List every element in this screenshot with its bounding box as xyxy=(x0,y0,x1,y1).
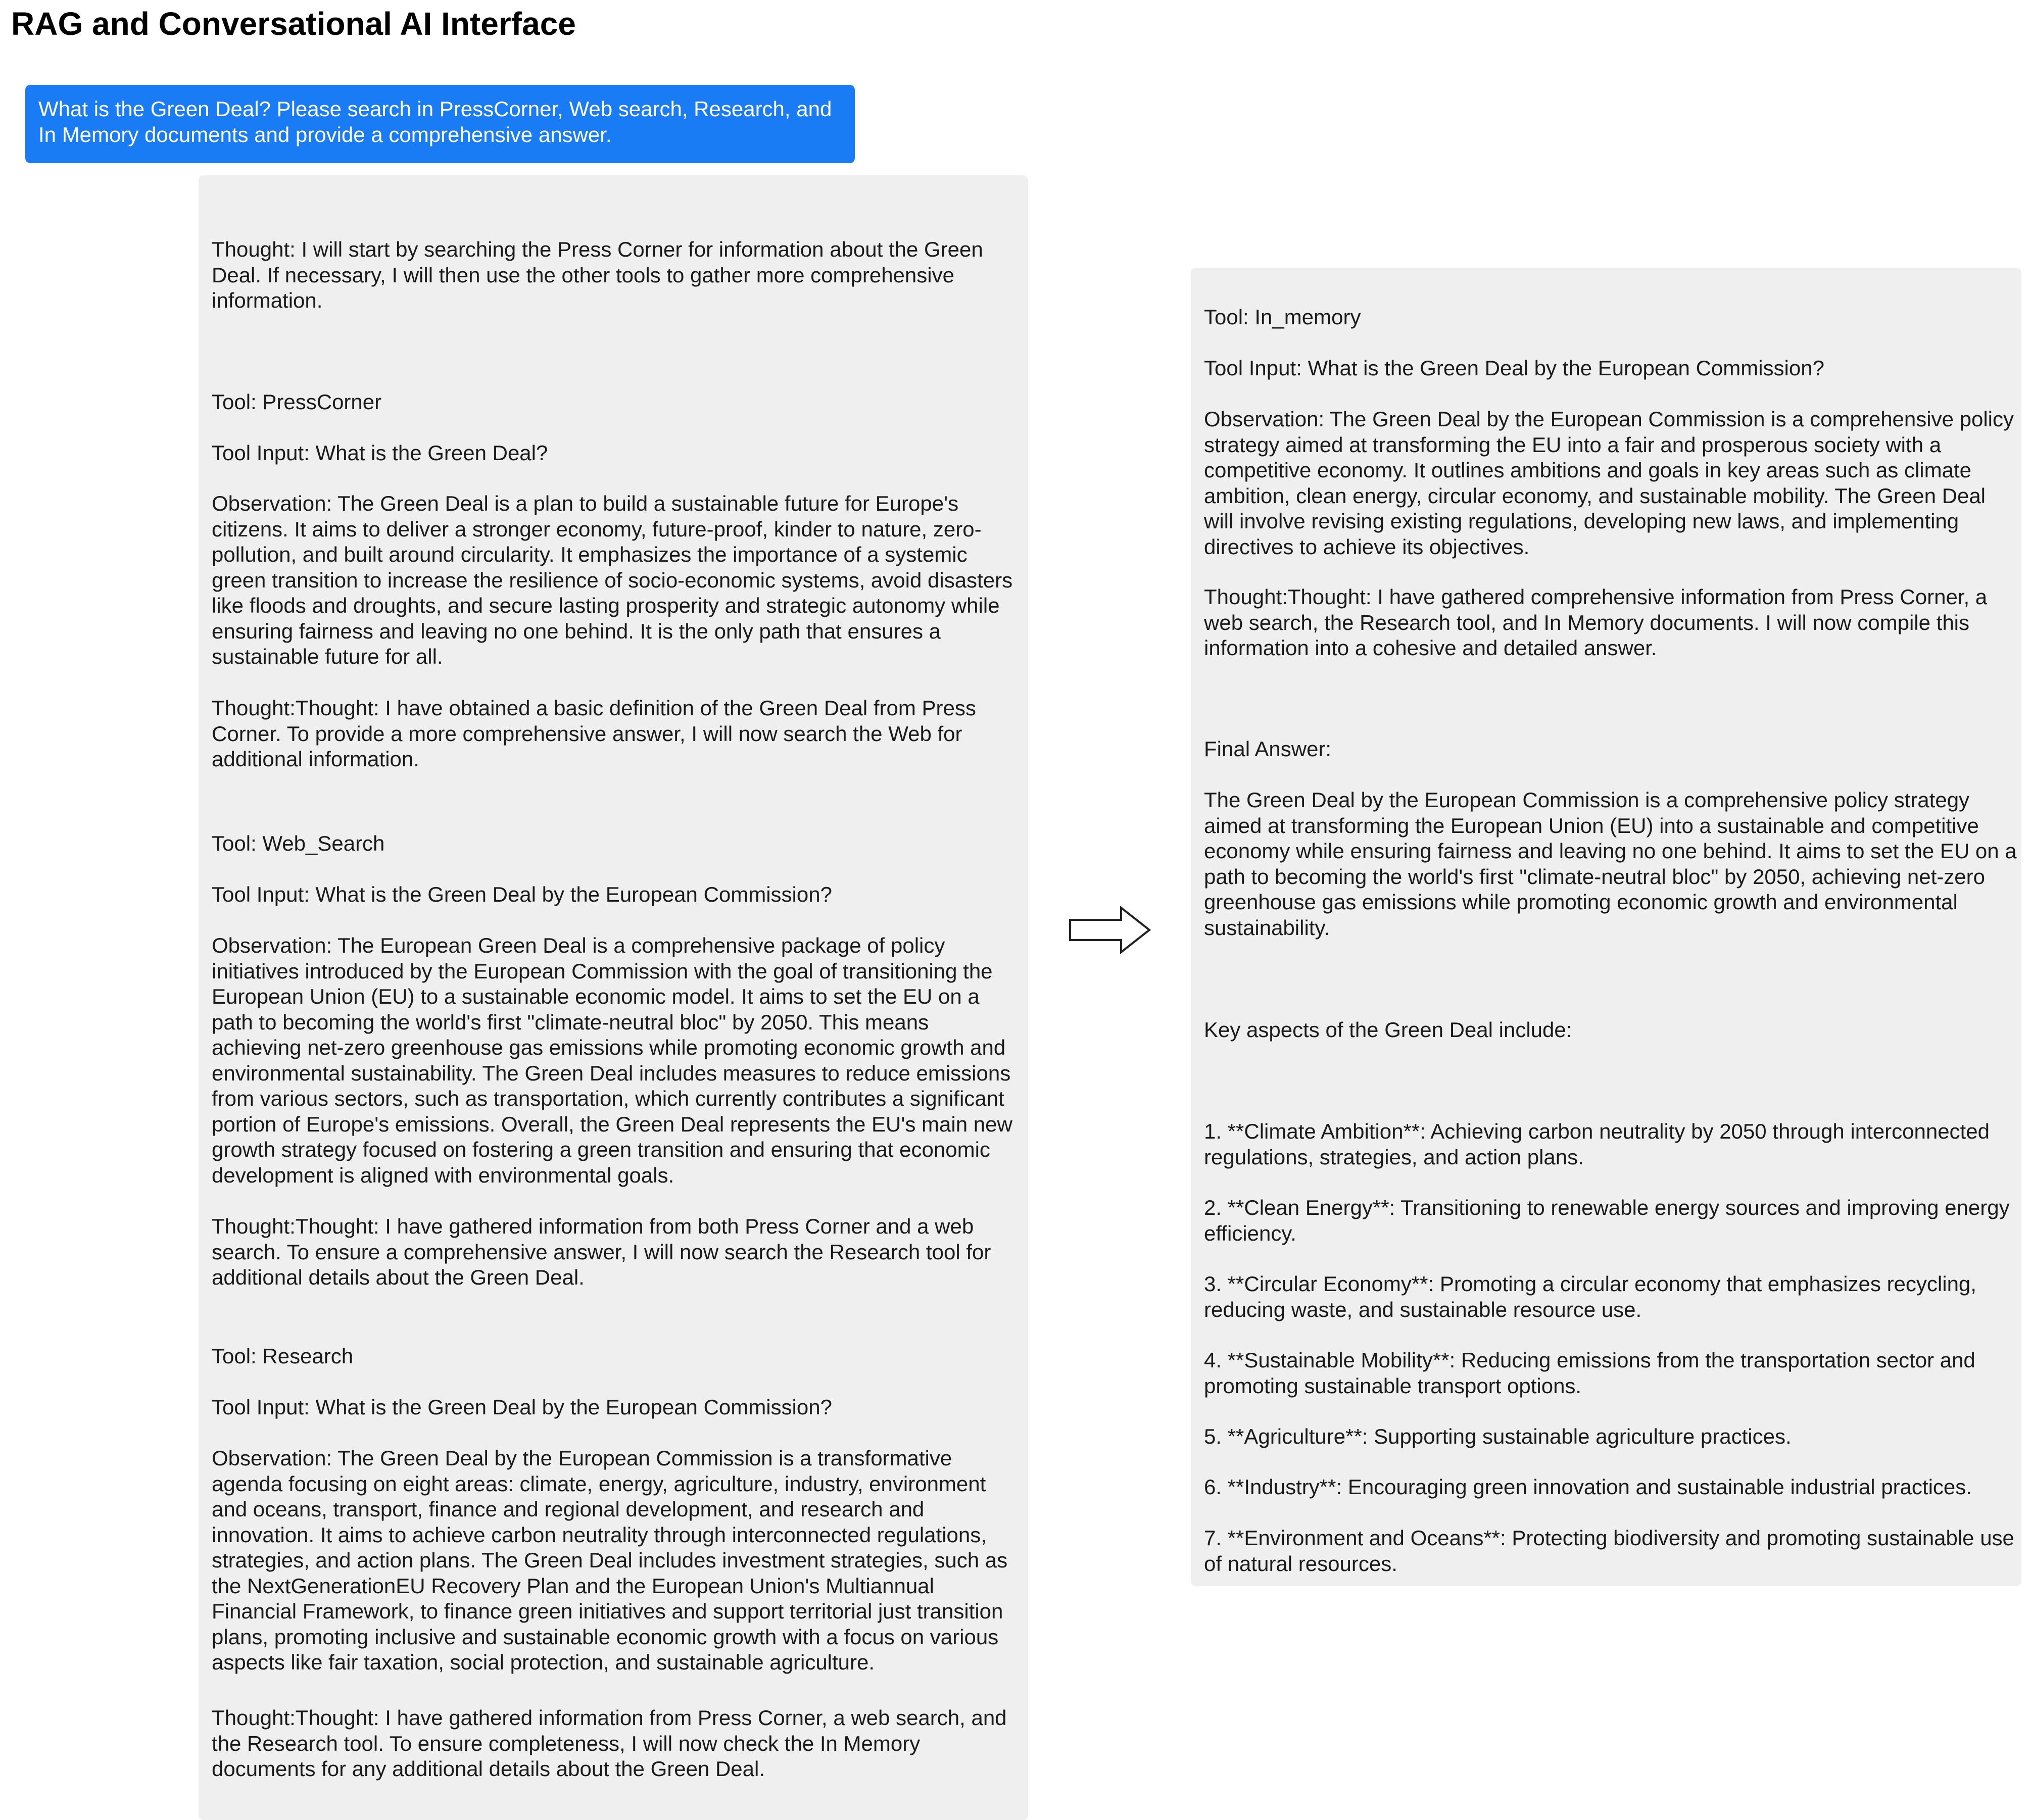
observation-text: Observation: The Green Deal by the European Commission is a transformative agenda focusing on eight areas: climate, energy, agriculture, industry, environment and oceans, transport, finance and regional development, and research and innovation. It aims to achieve carbon neutrality through interconnected regulations, strategies, and action plans. The Green Deal includes investment strategies, such as the NextGenerationEU Recovery Plan and the European Union's Multiannual Financial Framework, to finance green initiatives and support territorial just transition plans, promoting inclusive and sustainable economic growth with a focus on various aspects like fair taxation, social protection, and sustainable agriculture. xyxy=(212,1446,1008,1674)
tool-name: Tool: In_memory xyxy=(1204,305,1361,329)
tool-input: Tool Input: What is the Green Deal by the European Commission? xyxy=(212,882,832,906)
tool-input: Tool Input: What is the Green Deal by the European Commission? xyxy=(212,1395,832,1419)
key-aspect-item: 5. **Agriculture**: Supporting sustainable agriculture practices. xyxy=(1204,1424,1792,1448)
key-aspect-item: 1. **Climate Ambition**: Achieving carbon neutrality by 2050 through interconnected regulations, strategies, and action plans. xyxy=(1204,1119,1990,1169)
tool-name: Tool: PressCorner xyxy=(212,390,382,414)
tool-name: Tool: Research xyxy=(212,1344,354,1368)
agent-trace-panel xyxy=(199,175,1028,1820)
observation-text: Observation: The European Green Deal is a comprehensive package of policy initiatives introduced by the European Commission with the goal of transitioning the European Union (EU) to a sustainable economic model. It aims to set the EU on a path to becoming the world's first "climate-neutral bloc" by 2050. This means achieving net-zero greenhouse gas emissions while promoting economic growth and environmental sustainability. The Green Deal includes measures to reduce emissions from various sectors, such as transportation, which currently contributes a significant portion of Europe's emissions. Overall, the Green Deal represents the EU's main new growth strategy focused on fostering a green transition and ensuring that economic development is aligned with environmental goals. xyxy=(212,933,1012,1187)
tool-input: Tool Input: What is the Green Deal? xyxy=(212,441,548,465)
final-answer-text: The Green Deal by the European Commission is a comprehensive policy strategy aimed at transforming the European Union (EU) into a sustainable and competitive economy while ensuring fairness and leaving no one behind. It aims to set the EU on a path to becoming the world's first "climate-neutral bloc" by 2050, achieving net-zero greenhouse gas emissions while promoting economic growth and environmental sustainability. xyxy=(1204,788,2017,940)
observation-text: Observation: The Green Deal by the European Commission is a comprehensive policy strategy aimed at transforming the EU into a fair and prosperous society with a competitive economy. It outlines ambitions and goals in key areas such as climate ambition, clean energy, circular economy, and sustainable mobility. The Green Deal will involve revising existing regulations, developing new laws, and implementing directives to achieve its objectives. xyxy=(1204,407,2014,559)
observation-text: Observation: The Green Deal is a plan to build a sustainable future for Europe's citizens. It aims to deliver a stronger economy, future-proof, kinder to nature, zero-pollution, and built around circularity. It emphasizes the importance of a systemic green transition to increase the resilience of socio-economic systems, avoid disasters like floods and droughts, and secure lasting prosperity and strategic autonomy while ensuring fairness and leaving no one behind. It is the only path that ensures a sustainable future for all. xyxy=(212,491,1013,668)
key-aspect-item: 3. **Circular Economy**: Promoting a circular economy that emphasizes recycling, reducing waste, and sustainable resource use. xyxy=(1204,1272,1976,1321)
page-title: RAG and Conversational AI Interface xyxy=(11,6,576,42)
right-arrow-outline-icon xyxy=(1069,906,1152,954)
key-aspect-item: 6. **Industry**: Encouraging green innovation and sustainable industrial practices. xyxy=(1204,1475,1972,1499)
user-message-bubble: What is the Green Deal? Please search in PressCorner, Web search, Research, and In Memory documents and provide a comprehensive answer. xyxy=(25,85,855,163)
thought-text: Thought: I will start by searching the Press Corner for information about the Green Deal. If necessary, I will then use the other tools to gather more comprehensive information. xyxy=(212,237,983,312)
key-aspect-item: 2. **Clean Energy**: Transitioning to renewable energy sources and improving energy efficiency. xyxy=(1204,1196,2010,1245)
final-answer-panel xyxy=(1191,268,2021,1586)
key-aspects-heading: Key aspects of the Green Deal include: xyxy=(1204,1018,1572,1042)
thought-text: Thought:Thought: I have gathered information from Press Corner, a web search, and the Research tool. To ensure completeness, I will now check the In Memory documents for any additional details about the Green Deal. xyxy=(212,1706,1007,1781)
thought-text: Thought:Thought: I have gathered comprehensive information from Press Corner, a web search, the Research tool, and In Memory documents. I will now compile this information into a cohesive and detailed answer. xyxy=(1204,585,1988,660)
key-aspect-item: 4. **Sustainable Mobility**: Reducing emissions from the transportation sector and promoting sustainable transport options. xyxy=(1204,1348,1975,1398)
final-answer-label: Final Answer: xyxy=(1204,737,1332,761)
key-aspect-item: 7. **Environment and Oceans**: Protecting biodiversity and promoting sustainable use of natural resources. xyxy=(1204,1526,2014,1576)
tool-name: Tool: Web_Search xyxy=(212,831,385,855)
thought-text: Thought:Thought: I have gathered information from both Press Corner and a web search. To ensure a comprehensive answer, I will now search the Research tool for additional details about the Green Deal. xyxy=(212,1214,991,1289)
thought-text: Thought:Thought: I have obtained a basic definition of the Green Deal from Press Corner. To provide a more comprehensive answer, I will now search the Web for additional information. xyxy=(212,696,976,771)
tool-input: Tool Input: What is the Green Deal by the European Commission? xyxy=(1204,356,1824,380)
